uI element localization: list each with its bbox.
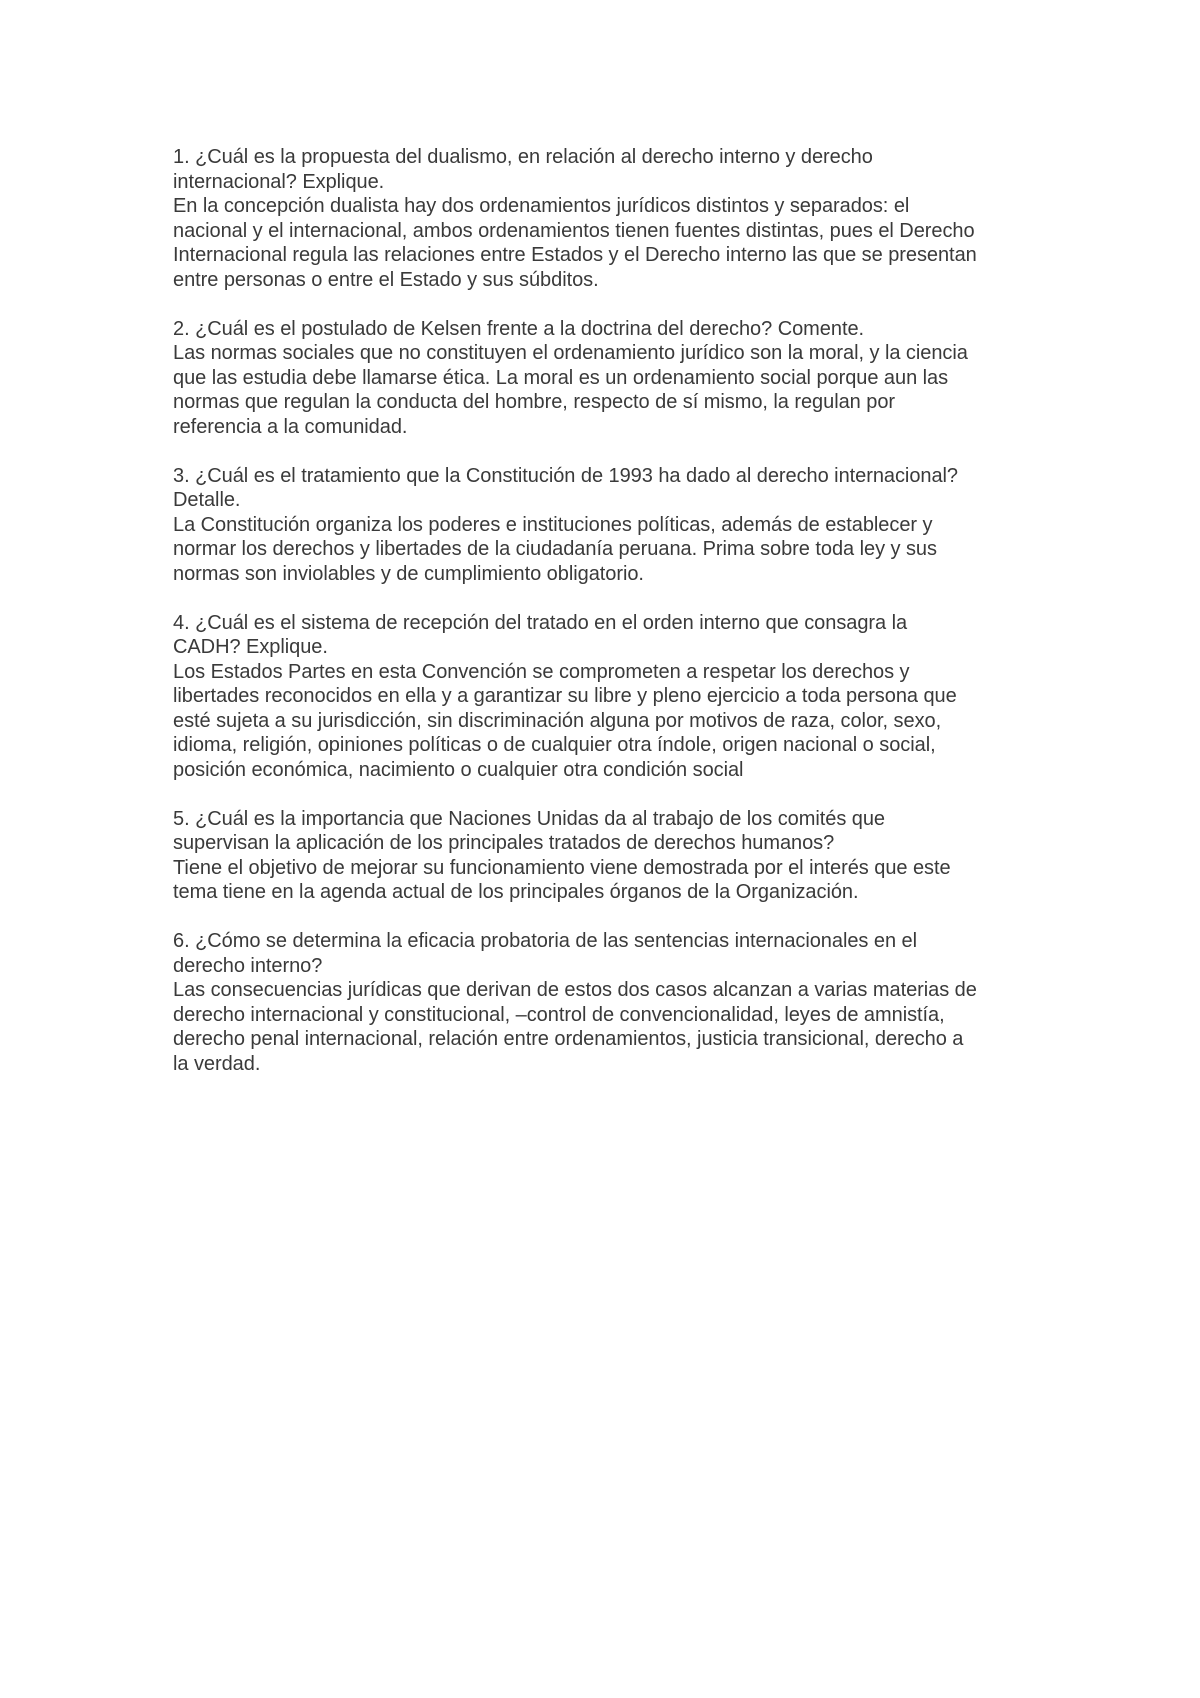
answer-6-line-2: derecho internacional y constitucional, –control de convencionalidad, leyes de amnistía, [173,1003,945,1026]
answer-2-line-3: normas que regulan la conducta del hombre, respecto de sí mismo, la regulan por [173,391,896,413]
document-body [173,145,1073,1101]
answer-4-line-3: esté sujeta a su jurisdicción, sin discriminación alguna por motivos de raza, color, sexo, [173,709,942,732]
answer-4-line-1: Los Estados Partes en esta Convención se comprometen a respetar los derechos y [173,660,910,683]
answer-2-line-2: que las estudia debe llamarse ética. La moral es un ordenamiento social porque aun las [173,366,949,389]
answer-4-line-4: idioma, religión, opiniones políticas o de cualquier otra índole, origen nacional o social, [173,734,936,756]
question-3-line-2: Detalle. [173,489,241,511]
answer-2-line-4: referencia a la comunidad. [173,415,408,438]
question-1-line-1: 1. ¿Cuál es la propuesta del dualismo, en relación al derecho interno y derecho [173,146,873,168]
question-6-line-1: 6. ¿Cómo se determina la eficacia probatoria de las sentencias internacionales en el [173,930,917,952]
question-5-line-1: 5. ¿Cuál es la importancia que Naciones Unidas da al trabajo de los comités que [173,807,885,830]
qa-section-2 [173,317,1073,440]
answer-1-line-1: En la concepción dualista hay dos ordenamientos jurídicos distintos y separados: el [173,195,910,217]
answer-5-line-1: Tiene el objetivo de mejorar su funcionamiento viene demostrada por el interés que este [173,856,951,879]
question-4-line-2: CADH? Explique. [173,636,328,658]
question-2-line-1: 2. ¿Cuál es el postulado de Kelsen frente a la doctrina del derecho? Comente. [173,317,865,340]
qa-section-5 [173,807,1073,905]
question-4-line-1: 4. ¿Cuál es el sistema de recepción del tratado en el orden interno que consagra la [173,611,908,634]
answer-6-line-3: derecho penal internacional, relación entre ordenamientos, justicia transicional, derecho a [173,1028,964,1050]
question-1-line-2: internacional? Explique. [173,170,385,193]
question-6-line-2: derecho interno? [173,954,323,977]
answer-1-line-4: entre personas o entre el Estado y sus súbditos. [173,268,599,291]
answer-4-line-5: posición económica, nacimiento o cualquier otra condición social [173,758,744,781]
answer-4-line-2: libertades reconocidos en ella y a garantizar su libre y pleno ejercicio a toda persona que [173,685,957,707]
question-3-line-1: 3. ¿Cuál es el tratamiento que la Constitución de 1993 ha dado al derecho internacional? [173,464,959,487]
answer-1-line-2: nacional y el internacional, ambos ordenamientos tienen fuentes distintas, pues el Derecho [173,219,975,242]
answer-3-line-2: normar los derechos y libertades de la ciudadanía peruana. Prima sobre toda ley y sus [173,538,937,560]
answer-6-line-4: la verdad. [173,1052,261,1075]
answer-1-line-3: Internacional regula las relaciones entre Estados y el Derecho interno las que se presentan [173,244,977,266]
answer-5-line-2: tema tiene en la agenda actual de los principales órganos de la Organización. [173,881,859,903]
answer-3-line-1: La Constitución organiza los poderes e instituciones políticas, además de establecer y [173,513,933,536]
qa-section-3 [173,464,1073,587]
question-5-line-2: supervisan la aplicación de los principales tratados de derechos humanos? [173,832,835,854]
answer-6-line-1: Las consecuencias jurídicas que derivan de estos dos casos alcanzan a varias materias de [173,979,977,1001]
qa-section-6 [173,929,1073,1076]
answer-2-line-1: Las normas sociales que no constituyen el ordenamiento jurídico son la moral, y la ciencia [173,342,968,364]
answer-3-line-3: normas son inviolables y de cumplimiento obligatorio. [173,562,644,585]
qa-section-4 [173,611,1073,783]
qa-section-1 [173,145,1073,292]
